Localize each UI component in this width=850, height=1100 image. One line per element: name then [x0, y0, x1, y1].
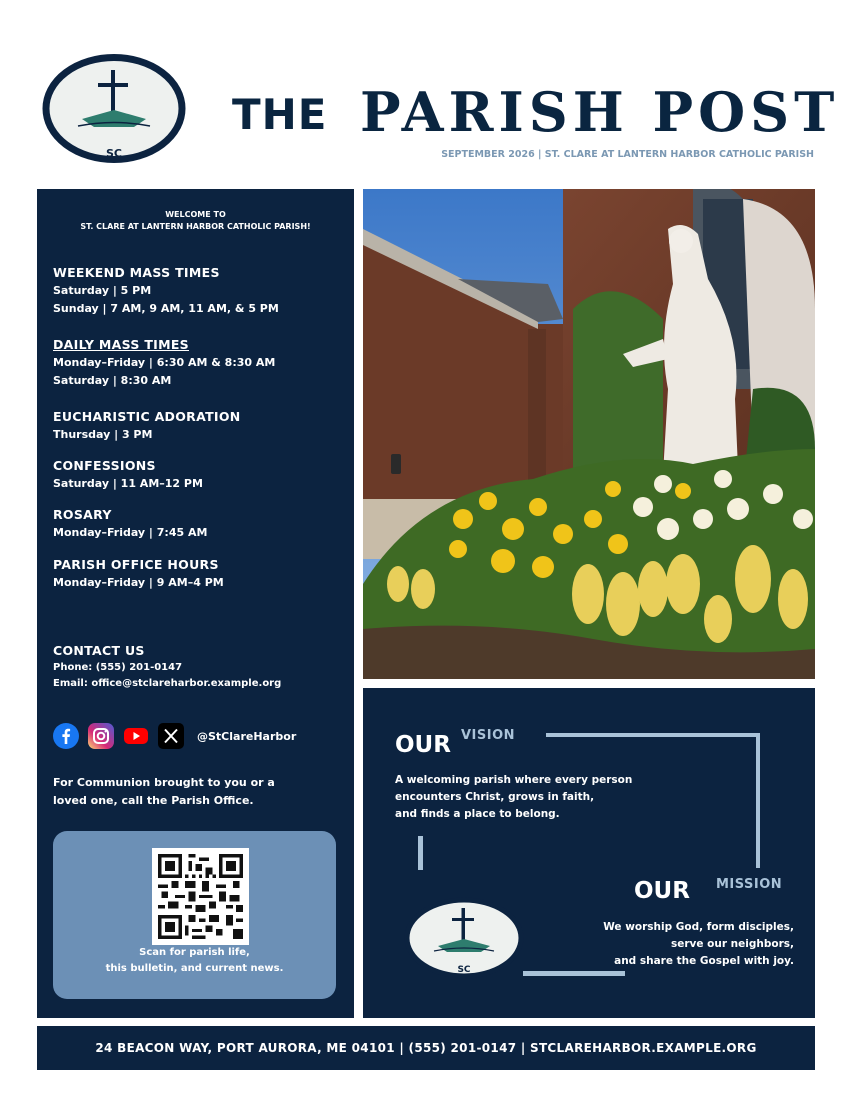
contact-email[interactable]: Email: office@stclareharbor.example.org [53, 678, 282, 689]
mission-line: serve our neighbors, [670, 938, 794, 950]
facebook-icon[interactable] [53, 723, 79, 749]
communion-note [53, 774, 275, 810]
office-hours-line: Monday–Friday | 9 AM–4 PM [53, 576, 224, 589]
daily-mass-line: Monday–Friday | 6:30 AM & 8:30 AM [53, 356, 276, 369]
logo-initials: SC [106, 147, 122, 160]
welcome-block [37, 209, 354, 233]
daily-mass-section [53, 336, 275, 390]
communion-line-1: For Communion brought to you or a [53, 776, 275, 789]
page-title: PARISH POST [360, 80, 840, 144]
title-prefix: THE [232, 90, 328, 139]
vision-mission-panel [363, 688, 815, 1018]
communion-line-2: loved one, call the Parish Office. [53, 794, 254, 807]
footer-address-bar [37, 1026, 815, 1070]
office-hours-section [53, 556, 224, 592]
mission-frame-left [418, 836, 423, 870]
mission-text [603, 919, 794, 970]
weekend-mass-heading: WEEKEND MASS TIMES [53, 265, 220, 280]
vision-label: VISION [461, 728, 516, 743]
vision-frame-right [756, 733, 760, 868]
contact-heading: CONTACT US [53, 643, 145, 658]
welcome-line-1: WELCOME TO [165, 210, 226, 219]
sidebar [37, 189, 354, 1018]
social-handle[interactable]: @StClareHarbor [197, 729, 297, 743]
adoration-heading: EUCHARISTIC ADORATION [53, 409, 241, 424]
footer-text: 24 BEACON WAY, PORT AURORA, ME 04101 | (555) 201-0147 | STCLAREHARBOR.EXAMPLE.ORG [95, 1041, 757, 1055]
office-hours-heading: PARISH OFFICE HOURS [53, 557, 219, 572]
daily-mass-heading: DAILY MASS TIMES [53, 337, 189, 352]
logo-initials: SC [457, 965, 471, 975]
page-subtitle: SEPTEMBER 2026 | ST. CLARE AT LANTERN HARBOR CATHOLIC PARISH [441, 149, 814, 160]
weekend-mass-section [53, 264, 279, 318]
rosary-section [53, 506, 207, 542]
confessions-line: Saturday | 11 AM–12 PM [53, 477, 203, 490]
vision-text [395, 772, 632, 823]
welcome-line-2: ST. CLARE AT LANTERN HARBOR CATHOLIC PARISH! [80, 222, 311, 231]
vision-line: and finds a place to belong. [395, 808, 560, 820]
contact-phone[interactable]: Phone: (555) 201-0147 [53, 662, 183, 673]
qr-caption-line-1: Scan for parish life, [139, 947, 250, 958]
social-links [53, 723, 296, 749]
mission-frame-bottom [523, 971, 625, 976]
qr-caption-line-2: this bulletin, and current news. [105, 963, 284, 974]
mission-our-label: OUR [634, 878, 690, 904]
x-icon[interactable] [158, 723, 184, 749]
mission-line: and share the Gospel with joy. [614, 955, 794, 967]
rosary-heading: ROSARY [53, 507, 112, 522]
weekend-mass-line: Saturday | 5 PM [53, 284, 152, 297]
weekend-mass-line: Sunday | 7 AM, 9 AM, 11 AM, & 5 PM [53, 302, 279, 315]
vision-line: A welcoming parish where every person [395, 774, 633, 786]
contact-section [53, 642, 281, 692]
instagram-icon[interactable] [88, 723, 114, 749]
qr-panel [53, 831, 336, 999]
church-statue-photo [363, 189, 815, 679]
vision-frame-top [546, 733, 760, 737]
adoration-line: Thursday | 3 PM [53, 428, 153, 441]
parish-logo [404, 896, 524, 980]
youtube-icon[interactable] [123, 723, 149, 749]
confessions-section [53, 457, 203, 493]
vision-our-label: OUR [395, 732, 451, 758]
confessions-heading: CONFESSIONS [53, 458, 156, 473]
mission-label: MISSION [716, 877, 783, 892]
mission-line: We worship God, form disciples, [603, 921, 794, 933]
adoration-section [53, 408, 241, 444]
qr-caption [53, 945, 336, 977]
qr-code[interactable] [152, 848, 249, 945]
rosary-line: Monday–Friday | 7:45 AM [53, 526, 208, 539]
daily-mass-line: Saturday | 8:30 AM [53, 374, 172, 387]
vision-line: encounters Christ, grows in faith, [395, 791, 595, 803]
parish-logo [42, 53, 186, 164]
